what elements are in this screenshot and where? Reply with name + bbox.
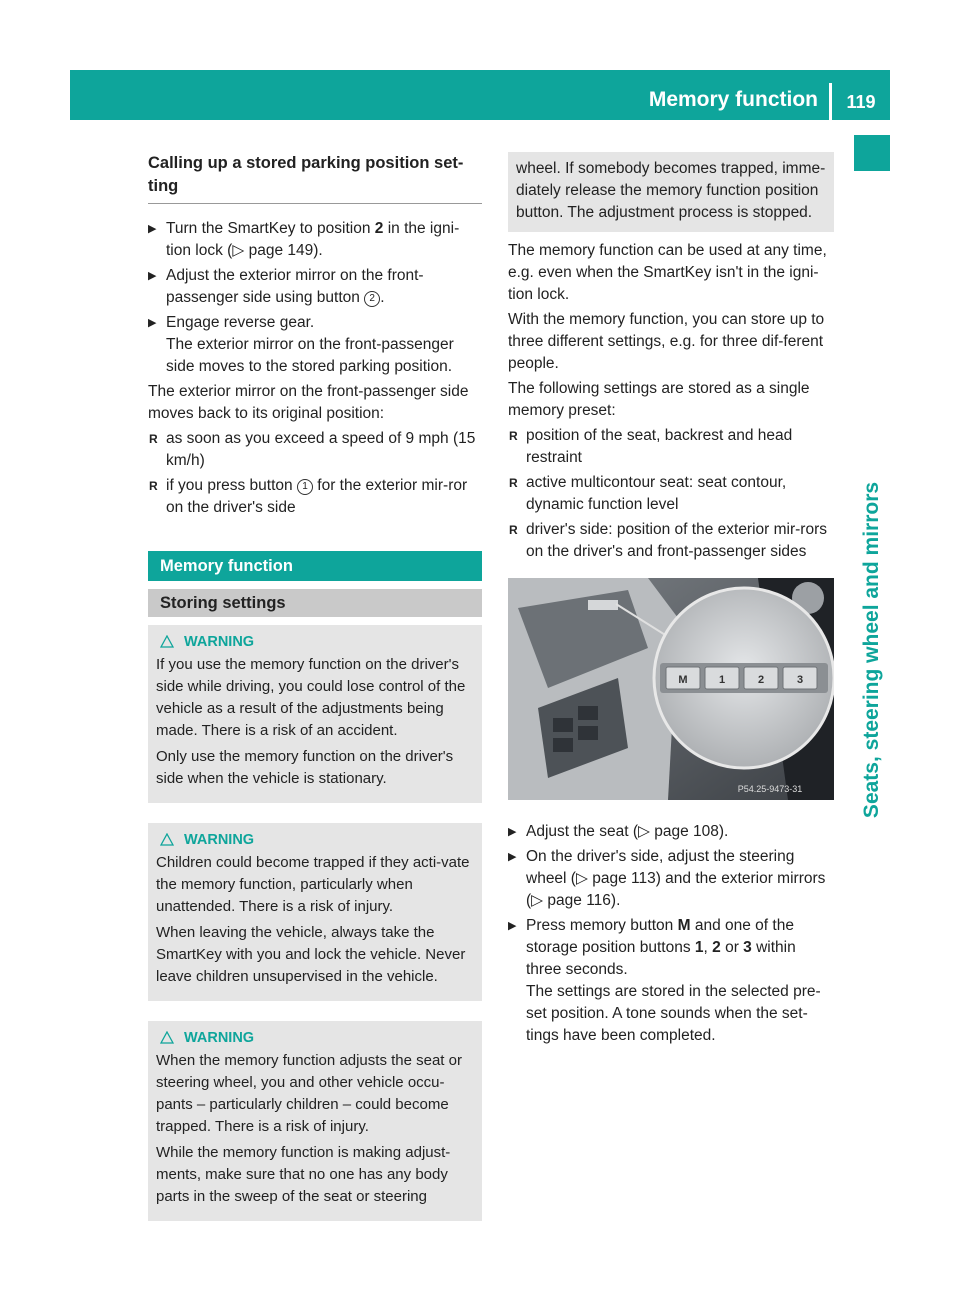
page-ref-arrow-icon: ▷ bbox=[638, 823, 655, 840]
header-title: Memory function bbox=[648, 88, 818, 111]
left-column bbox=[148, 152, 482, 1221]
step-item: ▶ On the driver's side, adjust the steering wheel (▷ page 113) and the exterior mirrors (▷ page 116). bbox=[508, 848, 826, 909]
chapter-label: Seats, steering wheel and mirrors bbox=[860, 481, 883, 819]
page-ref-arrow-icon: ▷ bbox=[232, 242, 249, 259]
page-reference-link[interactable]: page 113) and the exterior mirrors ( bbox=[526, 870, 826, 909]
warning-box: WARNING If you use the memory function on the driver's side while driving, you could lose control of the vehicle as a result of the adjustments being made. There is a risk of an accident. Only use the memory function on the driver's side when the vehicle is stationary. bbox=[148, 625, 482, 803]
section-heading-bar: Memory function bbox=[148, 551, 482, 581]
bullet-marker-icon: R bbox=[149, 479, 158, 493]
button-number-badge: 1 bbox=[297, 479, 313, 495]
page-number: 119 bbox=[846, 92, 876, 112]
page-header bbox=[70, 70, 890, 120]
page-ref-arrow-icon: ▷ bbox=[575, 870, 593, 887]
step-arrow-icon: ▶ bbox=[148, 317, 157, 329]
bullet-item: R driver's side: position of the exterior mir-rors on the driver's and front-passenger sides bbox=[509, 521, 828, 560]
step-item: ▶ Adjust the seat (▷ page 108). bbox=[508, 821, 834, 843]
warning-heading: WARNING bbox=[156, 1027, 474, 1049]
memory-button-2: 2 bbox=[757, 674, 765, 686]
step-arrow-icon: ▶ bbox=[148, 270, 157, 282]
paragraph: The memory function can be used at any time, e.g. even when the SmartKey isn't in the igni-tion lock. bbox=[508, 242, 827, 303]
warning-continuation: wheel. If somebody becomes trapped, imme-diately release the memory function position button. The adjustment process is stopped. bbox=[508, 152, 834, 232]
page-reference-link[interactable]: page 116). bbox=[547, 892, 621, 909]
subsection-heading-bar: Storing settings bbox=[148, 589, 482, 617]
warning-box: WARNING Children could become trapped if they acti-vate the memory function, particularly when unattended. There is a risk of injury. When leaving the vehicle, always take the SmartKey with you and lock the vehicle. Never leave children unsupervised in the vehicle. bbox=[148, 823, 482, 1001]
warning-triangle-icon bbox=[160, 833, 174, 846]
button-number-badge: 2 bbox=[364, 291, 380, 307]
step-arrow-icon: ▶ bbox=[508, 920, 517, 932]
memory-button-m: M bbox=[678, 674, 688, 686]
bullet-marker-icon: R bbox=[509, 429, 518, 443]
step-arrow-icon: ▶ bbox=[148, 223, 157, 235]
door-panel-photo bbox=[508, 578, 834, 800]
step-item: ▶ Adjust the exterior mirror on the front-passenger side using button 2 . bbox=[148, 267, 424, 306]
page-reference-link[interactable]: page 108). bbox=[654, 823, 729, 840]
section-title: Calling up a stored parking position set-ting bbox=[148, 152, 482, 204]
bullet-item: R active multicontour seat: seat contour, dynamic function level bbox=[509, 474, 787, 513]
right-column bbox=[508, 152, 834, 1050]
bullet-marker-icon: R bbox=[509, 476, 518, 490]
bullet-item: R as soon as you exceed a speed of 9 mph (15 km/h) bbox=[149, 430, 476, 469]
page-reference-link[interactable]: page 149). bbox=[248, 242, 323, 259]
bullet-item: R if you press button 1 for the exterior mir-ror on the driver's side bbox=[149, 477, 468, 516]
bullet-item: R position of the seat, backrest and head restraint bbox=[509, 427, 793, 466]
bullet-marker-icon: R bbox=[149, 432, 158, 446]
step-arrow-icon: ▶ bbox=[508, 826, 517, 838]
warning-triangle-icon bbox=[160, 1031, 174, 1044]
warning-triangle-icon bbox=[160, 635, 174, 648]
photo-code: P54.25-9473-31 bbox=[737, 784, 803, 794]
memory-button-1: 1 bbox=[718, 674, 726, 686]
paragraph: The following settings are stored as a single memory preset: bbox=[508, 380, 810, 419]
warning-heading: WARNING bbox=[156, 631, 474, 653]
warning-box: WARNING When the memory function adjusts the seat or steering wheel, you and other vehicle occu-pants – particularly children – could become trapped. There is a risk of injury. While the memory function is making adjust-ments, make sure that no one has any body parts in the sweep of the seat or steering bbox=[148, 1021, 482, 1221]
step-item: ▶ Press memory button M and one of the storage position buttons 1, 2 or 3 within three seconds. The settings are stored in the selected pre-set position. A tone sounds when the set-tings have been completed. bbox=[508, 917, 821, 1044]
step-arrow-icon: ▶ bbox=[508, 851, 517, 863]
paragraph: With the memory function, you can store up to three different settings, e.g. for three dif-ferent people. bbox=[508, 311, 825, 372]
step-item: ▶ Turn the SmartKey to position 2 in the igni-tion lock (▷ page 149). bbox=[148, 220, 460, 259]
step-item: ▶ Engage reverse gear. The exterior mirror on the front-passenger side moves to the stored parking position. bbox=[148, 314, 454, 375]
page-ref-arrow-icon: ▷ bbox=[531, 892, 548, 909]
chapter-tab bbox=[854, 135, 890, 171]
memory-button-3: 3 bbox=[796, 674, 804, 686]
bullet-marker-icon: R bbox=[509, 523, 518, 537]
warning-heading: WARNING bbox=[156, 829, 474, 851]
paragraph: The exterior mirror on the front-passenger side moves back to its original position: bbox=[148, 383, 469, 422]
